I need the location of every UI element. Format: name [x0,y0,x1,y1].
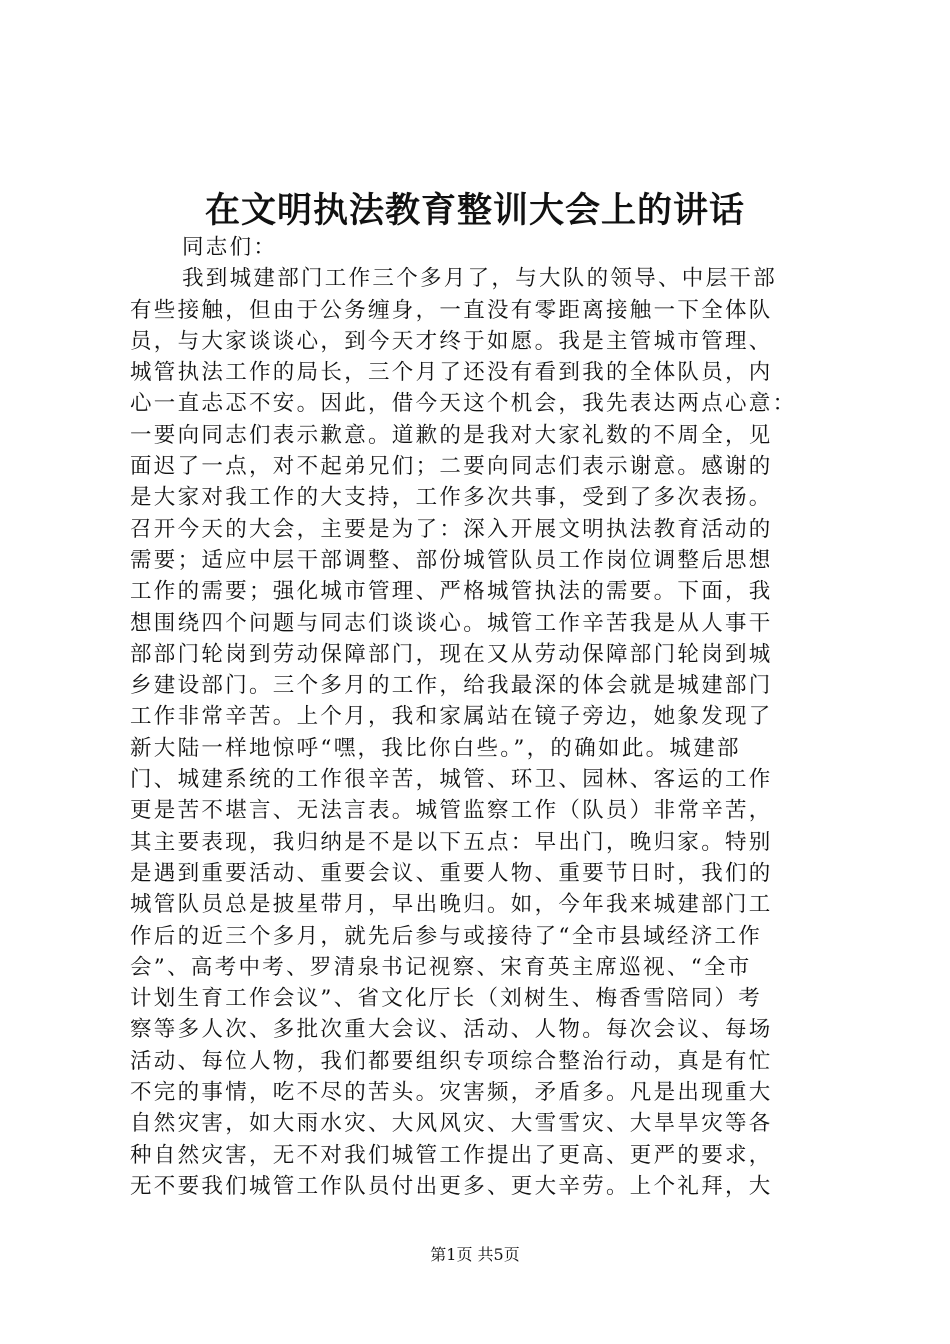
body-line: 计划生育工作会议”、省文化厅长（刘树生、梅香雪陪同）考 [130,986,763,1012]
body-line: 察等多人次、多批次重大会议、活动、人物。每次会议、每场 [130,1017,773,1043]
body-line: 新大陆一样地惊呼“嘿，我比你白些。”，的确如此。城建部 [130,735,741,761]
page-footer: 第1页 共5页 [430,1245,520,1264]
body-line: 门、城建系统的工作很辛苦，城管、环卫、园林、客运的工作 [130,767,773,793]
document-title: 在文明执法教育整训大会上的讲话 [204,190,745,231]
body-line: 自然灾害，如大雨水灾、大风风灾、大雪雪灾、大旱旱灾等各 [130,1111,773,1137]
body-line: 心一直忐忑不安。因此，借今天这个机会，我先表达两点心意： [130,391,797,417]
body-line: 是大家对我工作的大支持，工作多次共事，受到了多次表扬。 [130,485,773,511]
body-line: 会”、高考中考、罗清泉书记视察、宋育英主席巡视、“全市 [130,954,752,980]
body-line: 召开今天的大会，主要是为了：深入开展文明执法教育活动的 [130,516,773,542]
body-line: 同志们： [182,235,278,260]
body-line: 我到城建部门工作三个多月了，与大队的领导、中层干部 [182,266,778,292]
body-line: 部部门轮岗到劳动保障部门，现在又从劳动保障部门轮岗到城 [130,641,773,667]
body-line: 活动、每位人物，我们都要组织专项综合整治行动，真是有忙 [130,1048,773,1074]
body-line: 不完的事情，吃不尽的苦头。灾害频，矛盾多。凡是出现重大 [130,1080,773,1106]
body-line: 更是苦不堪言、无法言表。城管监察工作（队员）非常辛苦， [130,798,773,824]
body-line: 其主要表现，我归纳是不是以下五点：早出门，晚归家。特别 [130,829,773,855]
body-line: 种自然灾害，无不对我们城管工作提出了更高、更严的要求， [130,1142,773,1168]
body-line: 员，与大家谈谈心，到今天才终于如愿。我是主管城市管理、 [130,328,773,354]
body-line: 想围绕四个问题与同志们谈谈心。城管工作辛苦我是从人事干 [130,610,773,636]
body-line: 面迟了一点，对不起弟兄们；二要向同志们表示谢意。感谢的 [130,454,773,480]
body-line: 作后的近三个多月，就先后参与或接待了“全市县域经济工作 [130,923,763,949]
body-line: 城管执法工作的局长，三个月了还没有看到我的全体队员，内 [130,360,773,386]
body-line: 城管队员总是披星带月，早出晚归。如，今年我来城建部门工 [130,892,773,918]
body-line: 需要；适应中层干部调整、部份城管队员工作岗位调整后思想 [130,547,773,573]
body-line: 乡建设部门。三个多月的工作，给我最深的体会就是城建部门 [130,673,773,699]
body-line: 有些接触，但由于公务缠身，一直没有零距离接触一下全体队 [130,297,773,323]
body-line: 是遇到重要活动、重要会议、重要人物、重要节日时，我们的 [130,860,773,886]
body-line: 工作非常辛苦。上个月，我和家属站在镜子旁边，她象发现了 [130,704,773,730]
body-line: 工作的需要；强化城市管理、严格城管执法的需要。下面，我 [130,579,773,605]
body-line: 无不要我们城管工作队员付出更多、更大辛劳。上个礼拜，大 [130,1173,773,1199]
document-body [130,232,830,1202]
body-line: 一要向同志们表示歉意。道歉的是我对大家礼数的不周全，见 [130,422,773,448]
